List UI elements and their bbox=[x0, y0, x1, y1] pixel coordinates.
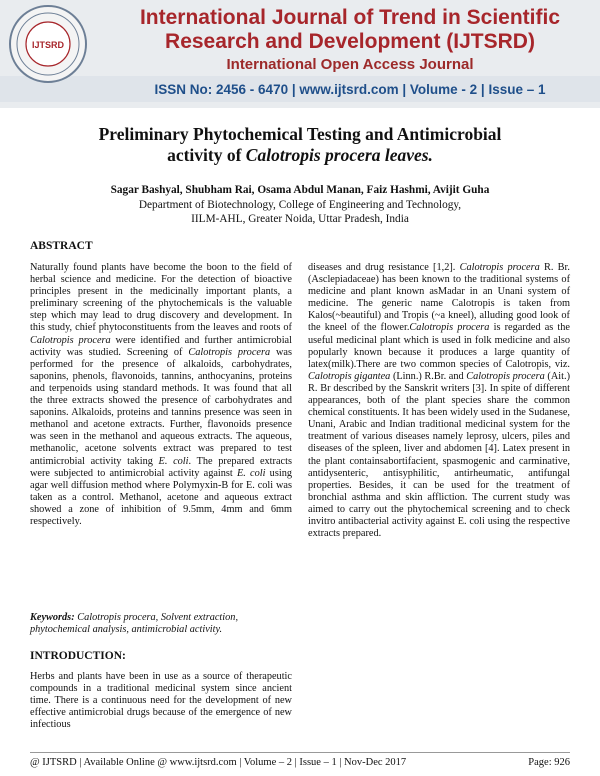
footer-citation: @ IJTSRD | Available Online @ www.ijtsrd.com | Volume – 2 | Issue – 1 | Nov-Dec 2017 bbox=[30, 757, 407, 768]
abstract-organism: E. coli bbox=[236, 467, 266, 479]
right-column-body bbox=[308, 262, 570, 540]
paper-title-line1: Preliminary Phytochemical Testing and Antimicrobial bbox=[98, 124, 502, 144]
journal-title-line2: Research and Development (IJTSRD) bbox=[165, 30, 535, 53]
affiliation-line2: IILM-AHL, Greater Noida, Uttar Pradesh, India bbox=[191, 213, 409, 225]
introduction-body: Herbs and plants have been in use as a source of therapeutic compounds in a traditional medicinal system since ancient time. There is a continuous need for the development of new effective antimicrobial drugs because of the emergence of new infectious bbox=[30, 671, 292, 731]
body-species: Calotropis gigantea bbox=[308, 370, 391, 382]
affiliation-line1: Department of Biotechnology, College of Engineering and Technology, bbox=[138, 199, 462, 211]
paper-title-line2: activity of bbox=[167, 145, 246, 165]
body-text: (Linn.) R.Br. and bbox=[390, 370, 467, 382]
body-species: Calotropis procera bbox=[466, 370, 545, 382]
page-number: Page: 926 bbox=[528, 757, 570, 768]
abstract-text: were identified and further antimicrobial activity was studied. Screening of bbox=[30, 334, 292, 358]
abstract-body bbox=[30, 262, 292, 528]
journal-header bbox=[0, 0, 600, 108]
abstract-text: Naturally found plants have become the boon to the field of herbal science and medicine. For the detection of bioactive principles present in the medicinally important plants, a preliminary screening of the phytochemicals is the valuable step which may lead to drug discovery and development. In this study, chief phytoconstituents from the leaves and roots of bbox=[30, 262, 292, 334]
body-text: diseases and drug resistance [1,2]. bbox=[308, 262, 460, 273]
issn-line: ISSN No: 2456 - 6470 | www.ijtsrd.com | Volume - 2 | Issue – 1 bbox=[154, 82, 546, 97]
body-text: is regarded as the useful medicinal plant which is used in folk medicine and also popularly known because it produces a large quantity of latex(milk).There are two common species of Calotropis, viz. bbox=[308, 322, 570, 370]
body-text: (Ait.) R. Br described by the Sanskrit writers [3]. In spite of different appearances, both of the plant species share the common chemical constituents. It has been widely used in the Sudanese, Unani, Arabic and Indian traditional medicinal system for the treatment of various diseases namely leprosy, ulcers, piles and diseases of the spleen, liver and abdomen [4]. Latex present in the plant containsabortifacient, spasmogenic and carminative, antidysenteric, antisyphilitic, antirheumatic, antifungal properties. Besides, it can be used for the treatment of bronchial asthma and skin affliction. The current study was aimed to carry out the phytochemical screening and to check invitro antibacterial activity against E. coli using the respective extracts prepared. bbox=[308, 370, 570, 540]
introduction-heading: INTRODUCTION: bbox=[30, 650, 126, 662]
abstract-organism: E. coli bbox=[158, 455, 189, 467]
keywords-label: Keywords: bbox=[30, 612, 75, 623]
body-species: Calotropis procera bbox=[409, 322, 490, 334]
paper-title bbox=[40, 124, 560, 166]
abstract-heading: ABSTRACT bbox=[30, 240, 93, 252]
abstract-text: . The prepared extracts were subjected to antimicrobial activity against bbox=[30, 455, 292, 479]
ijtsrd-logo bbox=[8, 4, 88, 84]
author-list: Sagar Bashyal, Shubham Rai, Osama Abdul Manan, Faiz Hashmi, Avijit Guha bbox=[110, 184, 490, 196]
journal-title-line1: International Journal of Trend in Scientific bbox=[139, 6, 561, 29]
body-species: Calotropis procera bbox=[459, 262, 540, 273]
logo-text: IJTSRD bbox=[31, 40, 65, 50]
abstract-text: was performed for the presence of alkaloids, carbohydrates, saponins, phenols, flavonoids, tannins, anthocyanins, proteins and terpenoids using standard methods. It was found that all the three extracts showed the presence of carbohydrates and saponins. Alkaloids, proteins and tannins presence was seen in methanol and acetone extracts. Further, flavonoids presence was seen in the methanol and aqueous extracts. The aqueous, methanolic, acetone solvents extract was prepared to test antimicrobial activity taking bbox=[30, 346, 293, 467]
abstract-species: Calotropis procera bbox=[30, 334, 111, 346]
paper-title-species: Calotropis procera leaves. bbox=[245, 145, 433, 165]
keywords-text: Calotropis procera, Solvent extraction, phytochemical analysis, antimicrobial activity. bbox=[30, 612, 239, 636]
footer-divider bbox=[30, 752, 570, 753]
journal-subtitle: International Open Access Journal bbox=[226, 56, 474, 73]
abstract-text: using agar well diffusion method where Polymyxin-B for E. coli was taken as a control. Methanol, acetone and aqueous extract showed a zone of inhibition of 9.5mm, 4mm and 6mm respectively. bbox=[30, 467, 292, 527]
body-text: R. Br. (Asclepiadaceae) has been known to the traditional systems of medicine and plant known asMadar in an Unani system of medicine. The generic name Calotropis is taken from Kalos(~beautiful) and Tropis (~a kneel), alluding good look of the kneel of the flower. bbox=[308, 262, 570, 334]
abstract-species: Calotropis procera bbox=[188, 346, 271, 358]
keywords bbox=[30, 612, 292, 636]
